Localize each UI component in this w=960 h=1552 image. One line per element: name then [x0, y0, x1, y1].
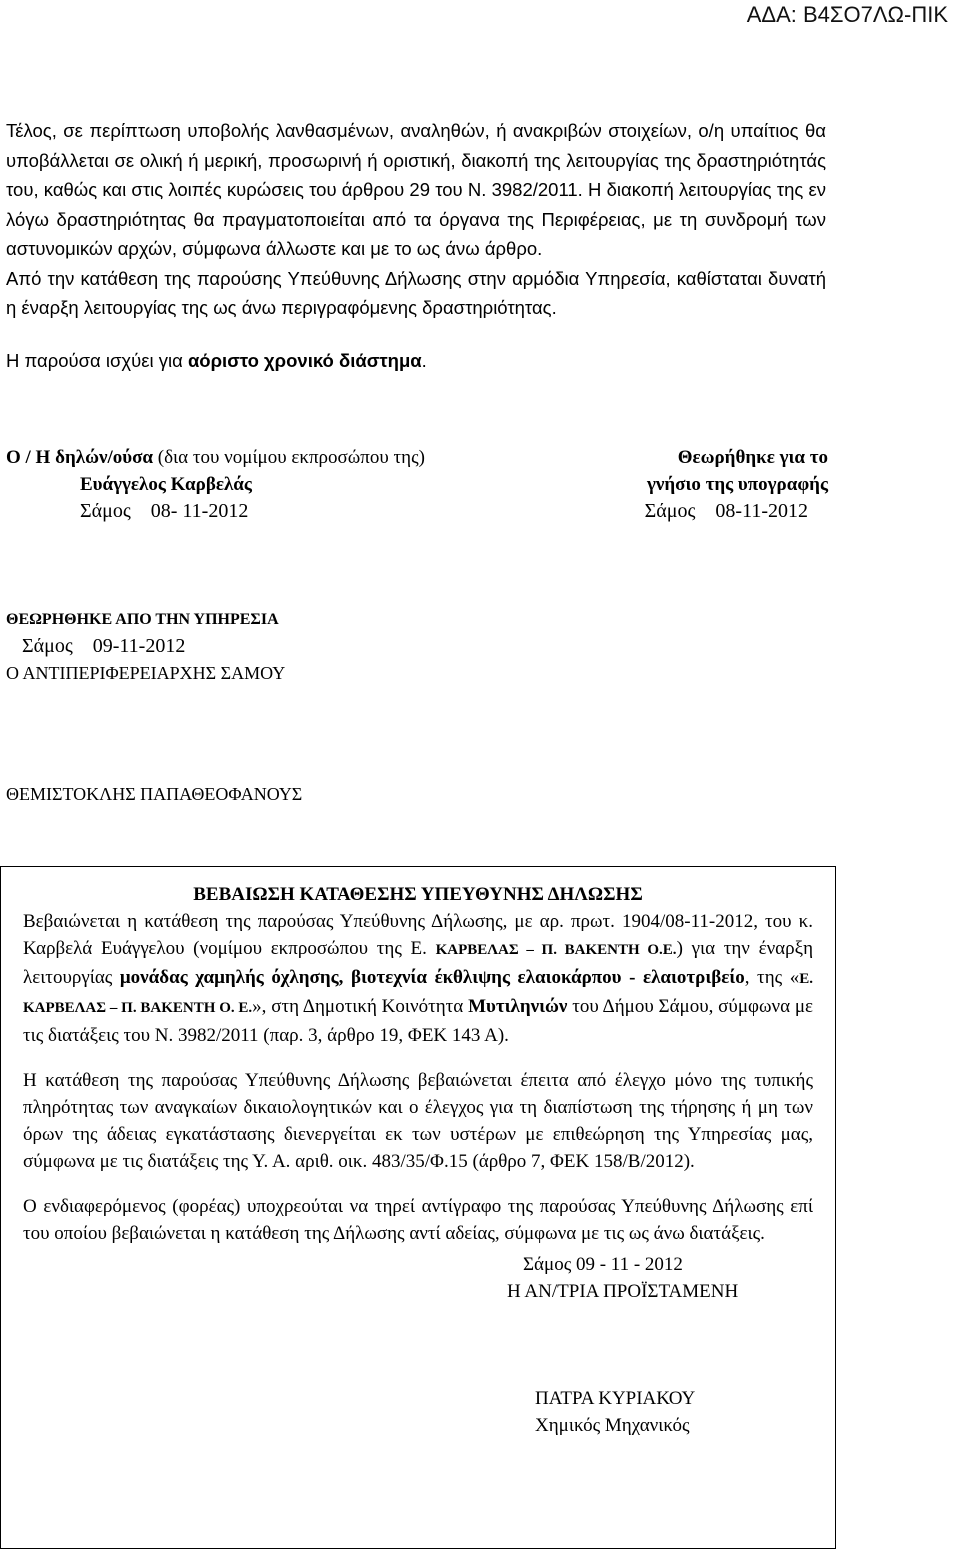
- service-verification: [6, 606, 302, 808]
- start-paragraph: Από την κατάθεση της παρούσης Υπεύθυνης Δήλωσης στην αρμόδια Υπηρεσία, καθίσταται δυνατή η έναρξη λειτουργίας της ως άνω περιγραφόμενης δραστηριότητας.: [6, 267, 826, 318]
- certificate-paragraph-1: Βεβαιώνεται η κατάθεση της παρούσας Υπεύθυνης Δήλωσης, με αρ. πρωτ. 1904/08-11-2012, του κ. Καρβελά Ευάγγελου (νομίμου εκπροσώπου της Ε. ΚΑΡΒΕΛΑΣ – Π. ΒΑΚΕΝΤΗ Ο.Ε.) για την έναρξη λειτουργίας μονάδας χαμηλής όχλησης, βιοτεχνία έκθλιψης ελαιοκάρπου - ελαιοτριβείο, της «Ε. ΚΑΡΒΕΛΑΣ – Π. ΒΑΚΕΝΤΗ Ο. Ε.», στη Δημοτική Κοινότητα Μυτιληνιών του Δήμου Σάμου, σύμφωνα με τις διατάξεις του Ν. 3982/2011 (παρ. 3, άρθρο 19, ΦΕΚ 143 Α).: [23, 911, 814, 1046]
- ada-code: ΑΔΑ: Β4ΣΟ7ΛΩ-ΠΙΚ: [746, 2, 948, 27]
- declarant-date: Σάμος 08- 11-2012: [80, 500, 249, 522]
- certificate-signer-name: ΠΑΤΡΑ ΚΥΡΙΑΚΟΥ: [535, 1388, 696, 1409]
- validity-emphasis: αόριστο χρονικό διάστημα: [187, 349, 422, 371]
- validity-paragraph: Η παρούσα ισχύει για αόριστο χρονικό διάστημα.: [6, 349, 427, 371]
- service-official-title: Ο ΑΝΤΙΠΕΡΙΦΕΡΕΙΑΡΧΗΣ ΣΑΜΟΥ: [6, 663, 286, 683]
- certificate-signer-role: Η ΑΝ/ΤΡΙΑ ΠΡΟΪΣΤΑΜΕΝΗ: [507, 1281, 739, 1302]
- certificate-date: Σάμος 09 - 11 - 2012: [523, 1254, 683, 1275]
- declarant-name: Ευάγγελος Καρβελάς: [80, 474, 252, 495]
- certificate-title: ΒΕΒΑΙΩΣΗ ΚΑΤΑΘΕΣΗΣ ΥΠΕΥΘΥΝΗΣ ΔΗΛΩΣΗΣ: [193, 884, 643, 905]
- certificate-paragraph-2: Η κατάθεση της παρούσας Υπεύθυνης Δήλωσης βεβαιώνεται έπειτα από έλεγχο μόνο της τυπικής πληρότητας των αναγκαίων δικαιολογητικών και ο έλεγχος για τη διαπίστωση της τήρησης ή μη των όρων της άδειας εγκατάστασης διενεργείται εκ των υστέρων με επιθεώρηση της Υπηρεσίας μας, σύμφωνα με τις διατάξεις της Υ. Α. αριθ. οικ. 483/35/Φ.15 (άρθρο 7, ΦΕΚ 158/Β/2012).: [23, 1070, 813, 1172]
- verified-date: Σάμος 08-11-2012: [644, 500, 808, 522]
- service-date: Σάμος 09-11-2012: [22, 635, 186, 657]
- certificate-signer-title: Χημικός Μηχανικός: [535, 1415, 690, 1436]
- service-heading: ΘΕΩΡΗΘΗΚΕ ΑΠΟ ΤΗΝ ΥΠΗΡΕΣΙΑ: [6, 611, 279, 628]
- declarant-label: Ο / Η δηλών/ούσα (δια του νομίμου εκπροσώπου της): [6, 447, 425, 468]
- intro-section: [6, 116, 826, 375]
- penalty-paragraph: Τέλος, σε περίπτωση υποβολής λανθασμένων, αναληθών, ή ανακριβών στοιχείων, ο/η υπαίτιος θα υποβάλλεται σε ολική ή μερική, προσωρινή ή οριστική, διακοπή της λειτουργίας της δραστηριότητάς του, καθώς και στις λοιπές κυρώσεις του άρθρου 29 του Ν. 3982/2011. Η διακοπή λειτουργίας της εν λόγω δραστηριότητας θα πραγματοποιείται από τα όργανα της Περιφέρειας, με τη συνδρομή των αστυνομικών αρχών, σύμφωνα άλλωστε και με το ως άνω άρθρο.: [6, 120, 826, 259]
- verified-line-1: Θεωρήθηκε για το: [677, 447, 828, 468]
- verified-line-2: γνήσιο της υπογραφής: [646, 474, 828, 495]
- service-official-name: ΘΕΜΙΣΤΟΚΛΗΣ ΠΑΠΑΘΕΟΦΑΝΟΥΣ: [6, 784, 303, 804]
- certificate-paragraph-3: Ο ενδιαφερόμενος (φορέας) υποχρεούται να τηρεί αντίγραφο της παρούσας Υπεύθυνης Δήλωσης επί του οποίου βεβαιώνεται η κατάθεση της Δήλωσης αντί αδείας, σύμφωνα με τις ως άνω διατάξεις.: [23, 1196, 813, 1244]
- certificate-box: [0, 866, 836, 1549]
- signature-block: [6, 444, 828, 525]
